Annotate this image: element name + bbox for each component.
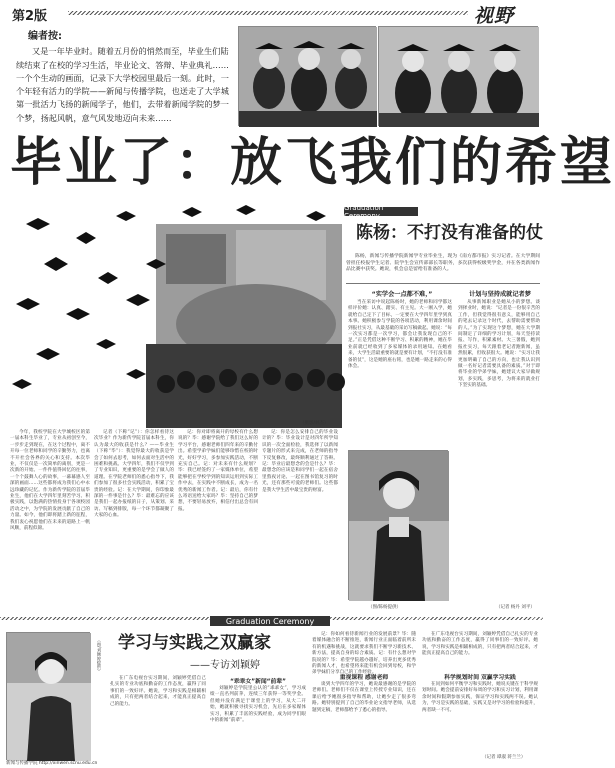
interview2-credit: （记者 谭淑 蒋兰兰） xyxy=(482,755,526,760)
main-photo xyxy=(6,204,342,428)
lead-body: 今年，我校学院在大学城校区的第一届本科生毕业了，专业从初创至今，一步步走到现在，在这个过程中，离不开每一位老师和同学的辛勤努力，也离不开社会各界的关心和支持。本次毕业，不仅仅是一次简单的离别，更是一次新的开始。一件件值得回忆的往事，一个个鼓舞人心的故事，一幕幕感人至深的画面……这些都将成为我们心中永远珍藏的记忆。作为新传学院的首届毕业生，他们在大学四年里刻苦学习、积极实践，以饱满的热情投身于各项校园活动之中，为学院的发展贡献了自己的力量。如今，他们即将踏上新的征程，我们衷心祝愿他们在未来的道路上一帆风顺，前程似锦。 xyxy=(10,430,90,532)
interview2-lead-mid: 记：你如何看待新闻行业的发展前景？毕：随着媒体融合的不断推进，新闻行业正面临着前所未有的机遇和挑战，这就要求我们不断学习新技术、新方法，提高自身的综合素质。记：有什么想对学院说的？毕：希望学院越办越好，培养出更多优秀的新闻人才，也希望将来能有机会回到母校，和学弟学妹们分享自己的工作经验。 xyxy=(312,632,416,676)
header-rule xyxy=(68,11,468,15)
interview2-body-mid: 谈到大学四年的学习，她说最感谢的是学院的老师们。老师们不仅在课堂上传授专业知识，还在课后给予她很多指导和帮助，让她少走了很多弯路。她特别提到了自己的毕业论文指导老师，从选题到定稿，老师都给予了悉心的指导。 xyxy=(312,682,416,713)
interview2-body1: 刘颖婷是学院里公认的“乖乖女”，学习成绩一直名列前茅，连续三年获得一等奖学金。但她并没有满足于课堂上的学习，从大二开始，她就积极寻找实习机会，先后在多家媒体实习，积累了丰富的实践经验，成为同学们眼中的新闻“前辈”。 xyxy=(210,686,306,724)
interview1-intro: 陈杨，新闻与传播学院新闻学专业毕业生，现为《南方都市报》实习记者。在大学期间曾担任校报学生记者、院学生会宣传部部长等职务，多次获得校级奖学金，并在各类新闻作品比赛中获奖。她说，机会总是留给有准备的人。 xyxy=(346,254,540,273)
chen-yang-photo-caption: （图/陈杨提供） xyxy=(368,605,402,610)
chen-yang-photo xyxy=(348,450,448,600)
interview2-intro: 在广东电视台实习期间，刘颖婷凭借自己扎实的专业功底和勤奋的工作态度，赢得了同事们的一致好评。她说，学习和实践是相辅相成的，只有把两者结合起来，才能真正提高自己的能力。 xyxy=(110,676,206,707)
qa-column-b: 记：你对即将离开的母校有什么想说的？毕：感谢学院给了我们这么好的学习平台，感谢老师们四年来的辛勤付出。希望学弟学妹们能够珍惜在校的时光，好好学习，多参加实践活动，不断充实自己。记：对未来有什么规划？毕：我已经签约了一家媒体单位，希望能够把在学校学到的知识运用到实际工作中去，在实践中不断成长，成为一名优秀的新闻工作者。记：最后，你有什么寄语送给大家吗？毕：坚持自己的梦想，不要轻易放弃，相信付出总会有回报。 xyxy=(178,430,258,512)
interview2-sub-mid: 重视课程 感谢老师 xyxy=(339,675,389,681)
interview2-sub1: “乖乖女”新闻“前辈” xyxy=(230,679,286,685)
interview1-body-left: 当在采访中说起陈杨时，她的老师和同学都这样评价她：认真、踏实、有主见。大一刚入学，她就给自己定下了目标，一定要在大学四年里学到真本事。她积极参与学院的各项活动，利用课余时间到报社实习，从最基础的采访写稿做起。她说：“每一次实习都是一次学习，都会让我发现自己的不足。”正是凭借这种不断学习、积累的精神，她在毕业前就已经收到了多家媒体的录用通知。在她看来，大学生活最重要的就是要有计划，“不打没有准备的仗”，这是她的座右铭，也是她一路走来的心得体会。 xyxy=(348,300,452,370)
liu-yingting-photo-caption: （图/刘颖婷提供） xyxy=(97,638,102,673)
masthead-logo: 视野 xyxy=(474,5,515,27)
interview1-title: 陈杨：不打没有准备的仗 xyxy=(356,223,543,243)
ceremony-banner-1: Graduation Ceremony xyxy=(344,207,418,216)
ceremony-banner-2: Graduation Ceremony xyxy=(210,616,330,626)
qa-column-c: 记：你是怎么安排自己的毕业设计的？毕：毕业设计是对四年所学知识的一次全面检验，我选择了以新闻专题片的形式来完成，在老师的指导下反复修改，最终顺利通过了答辩。记：毕业后最想念的会是什么？毕：最想念的应该是和同学们一起在宿舍里熬夜讨论、一起在图书馆复习的时光，还有那些可爱的老师们。这些都是我大学生活中最宝贵的财富。 xyxy=(262,430,338,493)
top-photo-2 xyxy=(378,26,538,126)
interview1-body-right: 从事新闻职业是她从小的梦想。谈到择业时，她说：“记者是一份很辛苦的工作，但我觉得很有意义，能够用自己的笔去记录这个时代，去帮助需要帮助的人。”为了实现这个梦想，她在大学期间制定了详细的学习计划，每天坚持读报、写作，积累素材。大三暑假，她到报社实习，每天跟着老记者跑新闻，虽然很累，但收获很大。她说：“实习让我更加明确了自己的方向，也让我认识到做一名好记者需要具备的素质。”对于即将毕业的学弟学妹，她建议大家早做规划，多实践，多思考，为将来的就业打下坚实的基础。 xyxy=(458,300,540,389)
interview2-right-top: 在广东电视台实习期间，刘颖婷凭借自己扎实的专业功底和勤奋的工作态度，赢得了同事们的一致好评。她说，学习和实践是相辅相成的，只有把两者结合起来，才能真正提高自己的能力。 xyxy=(422,632,538,657)
liu-yingting-photo xyxy=(6,632,90,760)
interview1-sub2: 计划与坚持成就记者梦 xyxy=(469,291,531,298)
qa-column-a: 记者（下称“记”）：你怎样看待这次毕业？作为新传学院首届本科生，你认为最大的收获是什么？——毕业生（下称“毕”）：我觉得最大的收获是学会了如何去思考，如何去面对生活中的困难和挑战。大学四年，我们不仅学到了专业知识，更重要的是学会了做人的道理。在学院老师们的悉心指导下，我们参加了很多社会实践活动，积累了宝贵的经验。记：在大学期间，你印象最深的一件事是什么？毕：最难忘的应该是我们一起办报纸的日子，从策划、采访、写稿到排版，每一个环节都凝聚了大家的心血。 xyxy=(94,430,174,519)
caps-collage xyxy=(6,204,342,428)
top-photo-1 xyxy=(238,26,376,126)
interview1-rule xyxy=(346,283,540,284)
editor-note-title: 编者按: xyxy=(28,31,62,42)
interview2-title: 学习与实践之双赢家 xyxy=(118,633,271,653)
main-photo-credit: （摄影/林杰） xyxy=(300,421,329,426)
interview1-quote: “实学会一点都不难，” xyxy=(371,291,433,298)
footer-url[interactable]: 新闻与传播学院 http://xinwen.scnu.edu.cn xyxy=(6,761,98,766)
interview2-sub3: 科学规划时间 双赢学习实践 xyxy=(444,675,516,681)
editor-note-text: 又是一年毕业时。随着五月份的悄然而至，毕业生们陆续结束了在校的学习生活，毕业论文、答辩、毕业典礼……一个个生动的画面，记录下大学校园里最后一刻。此时，一个年轻有活力的学院——新闻与传播学院，也送走了大学城第一批活力飞扬的新闻学子，他们，去带着新闻学院的梦一个梦，扬起风帆，意气风发地迈向未来…… xyxy=(16,46,229,123)
interview2-body-right: 在问到如何平衡学习和实践时，她说关键在于科学规划时间。她会提前安排好每周的学习和实习计划，利用课余时间和假期参加实践，保证学习和实践两不误。她认为，学习是实践的基础，实践又是对学习的检验和提升，两者缺一不可。 xyxy=(422,682,538,713)
editor-note xyxy=(16,30,234,123)
main-headline: 毕业了：放飞我们的希望 xyxy=(10,133,615,193)
interview1-credit: （记者 杨丹 刘平） xyxy=(496,605,535,610)
page-number: 第2版 xyxy=(12,9,48,24)
interview2-subtitle: ——专访刘颖婷 xyxy=(190,660,260,671)
